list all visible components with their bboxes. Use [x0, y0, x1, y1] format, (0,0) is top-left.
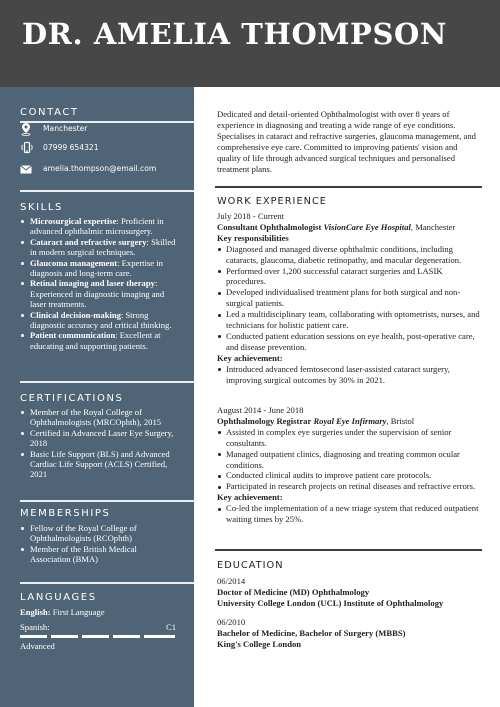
- education-school: University College London (UCL) Institute of Ophthalmology: [217, 597, 444, 608]
- certification-item: Member of the Royal College of Ophthalmologists (MRCOphth), 2015: [21, 407, 179, 428]
- sidebar-divider: [20, 582, 194, 584]
- skills-title: SKILLS: [20, 202, 63, 213]
- job-dates: August 2014 - June 2018: [217, 405, 304, 415]
- section-divider: [215, 186, 482, 188]
- sidebar-divider: [20, 190, 194, 192]
- job-achievement-label: Key achievement:: [217, 352, 283, 363]
- certifications-list-wrap: [21, 407, 179, 480]
- contact-location-text: Manchester: [43, 124, 88, 133]
- contact-location: [20, 122, 190, 136]
- job-responsibilities: [217, 427, 482, 492]
- responsibility-item: Conducted clinical audits to improve patient care protocols.: [217, 470, 482, 481]
- language-spanish: [20, 622, 176, 632]
- responsibility-item: Diagnosed and managed diverse ophthalmic conditions, including cataracts, glaucoma, diabetic retinopathy, and macular degeneration.: [217, 244, 482, 266]
- proficiency-segment: [20, 635, 47, 638]
- job-2: [217, 405, 482, 525]
- header-banner: [0, 0, 500, 87]
- skills-list: [21, 216, 179, 351]
- proficiency-segment: [82, 635, 109, 638]
- proficiency-segment: [144, 635, 175, 638]
- language-spanish-bar: [20, 635, 175, 638]
- education-degree: Bachelor of Medicine, Bachelor of Surgery (MBBS): [217, 627, 406, 638]
- job-achievement-label: Key achievement:: [217, 492, 283, 503]
- summary: Dedicated and detail-oriented Ophthalmologist with over 8 years of experience in diagnosing and treating a wide range of eye conditions. Specialises in cataract and refractive surgeries, glaucoma management, and comprehensive eye care. Committed to improving patients' vision and quality of life through advanced surgical techniques and personalised treatment plans.: [217, 109, 476, 174]
- job-achievements: [217, 364, 482, 386]
- job-resp-label: Key responsibilities: [217, 232, 289, 243]
- contact-phone-text[interactable]: 07999 654321: [43, 143, 99, 152]
- skills-list-wrap: [21, 216, 179, 351]
- language-spanish-code: C1: [165, 622, 176, 632]
- contact-phone: [20, 141, 190, 155]
- certifications-title: CERTIFICATIONS: [20, 393, 124, 404]
- job-heading: Consultant Ophthalmologist VisionCare Eye Hospital, Manchester: [217, 221, 456, 232]
- job-1: [217, 211, 482, 386]
- job-dates: July 2018 - Current: [217, 211, 285, 221]
- education-degree: Doctor of Medicine (MD) Ophthalmology: [217, 586, 370, 597]
- contact-email: [20, 162, 190, 176]
- responsibility-item: Conducted patient education sessions on eye health, post-operative care, and disease prevention.: [217, 331, 482, 353]
- education-date: 06/2014: [217, 576, 246, 586]
- skill-item: Patient communication: Excellent at educating and supporting patients.: [21, 330, 179, 351]
- candidate-name: DR. AMELIA THOMPSON: [22, 17, 447, 51]
- memberships-section: [20, 508, 182, 519]
- responsibility-item: Participated in research projects on retinal diseases and refractive errors.: [217, 481, 482, 492]
- phone-icon: [20, 141, 32, 155]
- education-title: EDUCATION: [217, 560, 284, 571]
- skill-item: Clinical decision-making: Strong diagnostic accuracy and critical thinking.: [21, 310, 179, 331]
- job-responsibilities: [217, 244, 482, 353]
- languages-section: [20, 592, 182, 603]
- responsibility-item: Developed individualised treatment plans for both surgical and non-surgical patients.: [217, 287, 482, 309]
- certifications-list: [21, 407, 179, 480]
- language-spanish-label: Spanish:: [20, 622, 50, 632]
- language-english: [20, 607, 182, 617]
- contact-section: [20, 107, 182, 118]
- memberships-title: MEMBERSHIPS: [20, 508, 111, 519]
- responsibility-item: Managed outpatient clinics, diagnosing and treating common ocular conditions.: [217, 449, 482, 471]
- education-date: 06/2010: [217, 617, 246, 627]
- job-heading: Ophthalmology Registrar Royal Eye Infirmary, Bristol: [217, 415, 415, 426]
- contact-title: CONTACT: [20, 107, 79, 118]
- proficiency-segment: [51, 635, 78, 638]
- work-title: WORK EXPERIENCE: [217, 196, 327, 207]
- memberships-list-wrap: [21, 523, 179, 565]
- skill-item: Retinal imaging and laser therapy: Experienced in diagnostic imaging and laser treatments.: [21, 278, 179, 309]
- responsibility-item: Performed over 1,200 successful cataract surgeries and LASIK procedures.: [217, 266, 482, 288]
- certification-item: Basic Life Support (BLS) and Advanced Cardiac Life Support (ACLS) Certified, 2021: [21, 449, 179, 480]
- skills-section: [20, 202, 182, 213]
- location-pin-icon: [20, 122, 32, 136]
- responsibility-item: Assisted in complex eye surgeries under the supervision of senior consultants.: [217, 427, 482, 449]
- sidebar-divider: [20, 500, 194, 502]
- achievement-item: Co-led the implementation of a new triage system that reduced outpatient waiting times by 25%.: [217, 503, 482, 525]
- certifications-section: [20, 393, 182, 404]
- education-school: King's College London: [217, 638, 302, 649]
- contact-email-text[interactable]: amelia.thompson@email.com: [43, 164, 157, 173]
- memberships-list: [21, 523, 179, 565]
- proficiency-segment: [113, 635, 140, 638]
- language-english-label: English:: [20, 607, 51, 617]
- email-icon: [20, 162, 32, 176]
- skill-item: Glaucoma management: Expertise in diagnosis and long-term care.: [21, 258, 179, 279]
- achievement-item: Introduced advanced femtosecond laser-assisted cataract surgery, improving surgical outcomes by 30% in 2021.: [217, 364, 482, 386]
- membership-item: Member of the British Medical Association (BMA): [21, 544, 179, 565]
- certification-item: Certified in Advanced Laser Eye Surgery, 2018: [21, 428, 179, 449]
- language-english-level: First Language: [50, 607, 105, 617]
- languages-title: LANGUAGES: [20, 592, 97, 603]
- education-entry: [217, 576, 482, 609]
- skill-item: Cataract and refractive surgery: Skilled in modern surgical techniques.: [21, 237, 179, 258]
- language-spanish-level: Advanced: [20, 641, 55, 651]
- sidebar-divider: [20, 381, 194, 383]
- membership-item: Fellow of the Royal College of Ophthalmologists (RCOphth): [21, 523, 179, 544]
- responsibility-item: Led a multidisciplinary team, collaborating with optometrists, nurses, and technicians for holistic patient care.: [217, 309, 482, 331]
- education-entry: [217, 617, 482, 650]
- skill-item: Microsurgical expertise: Proficient in advanced ophthalmic microsurgery.: [21, 216, 179, 237]
- job-achievements: [217, 503, 482, 525]
- section-divider: [215, 549, 482, 551]
